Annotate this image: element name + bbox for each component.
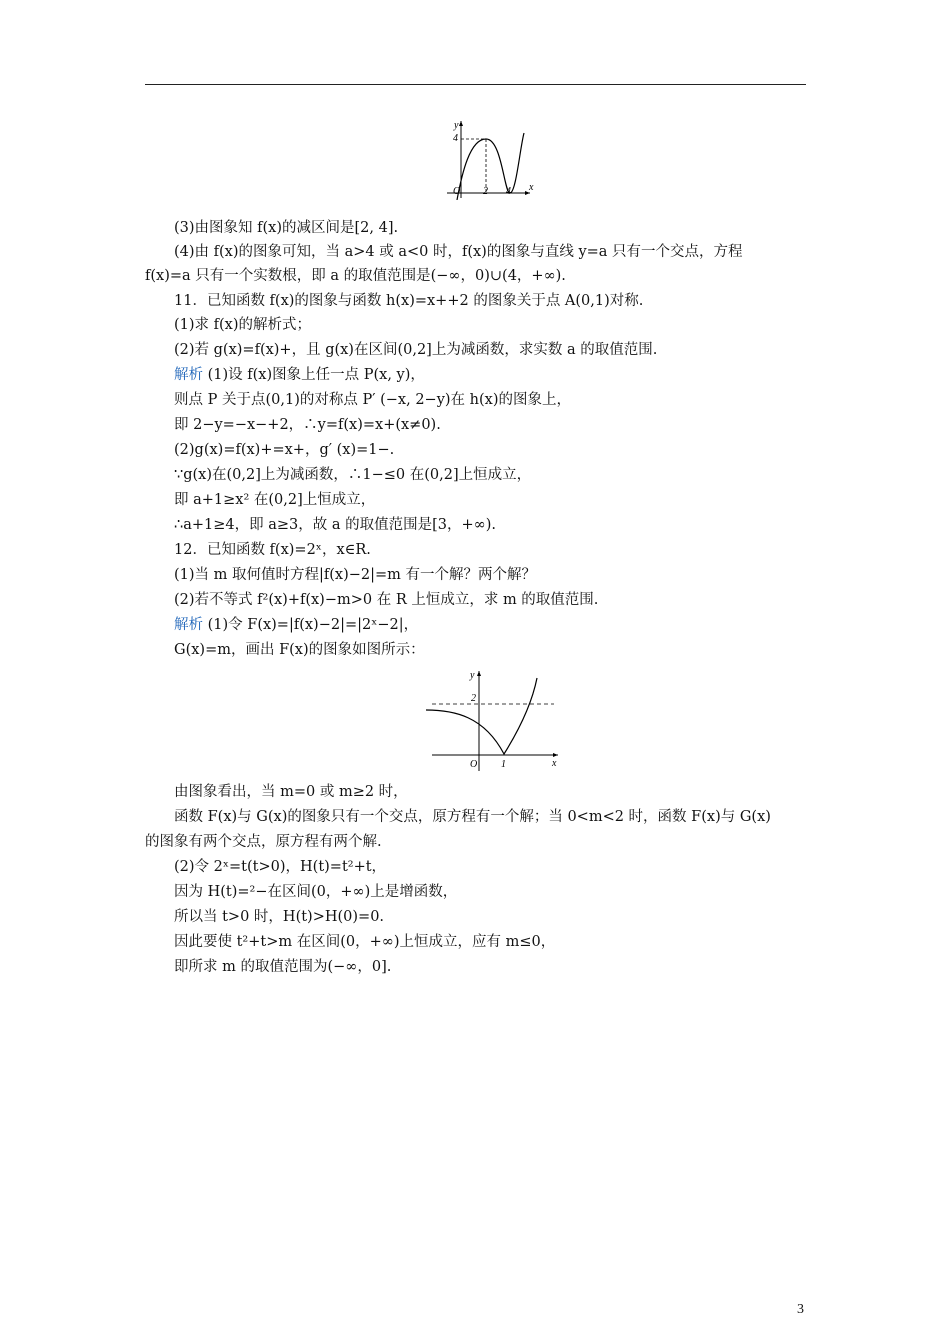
problem-12-statement: 12．已知函数 f(x)=2ˣ，x∈R. [174,542,371,558]
origin-label: O [470,759,478,770]
text-line: 由图象看出，当 m=0 或 m≥2 时， [174,784,408,800]
solution-keyword: 解析 [174,617,203,633]
problem-11-statement: 11．已知函数 f(x)的图象与函数 h(x)=x++2 的图象关于点 A(0,1)对称. [174,293,644,309]
text-line: (1)当 m 取何值时方程|f(x)−2|=m 有一个解？两个解？ [174,567,537,583]
text-line: G(x)=m，画出 F(x)的图象如图所示： [174,642,425,658]
x-axis-label: x [529,182,534,193]
solution-keyword: 解析 [174,367,203,383]
figure-abs-exp-graph [424,668,564,776]
text-line: (4)由 f(x)的图象可知，当 a>4 或 a<0 时，f(x)的图象与直线 y=a 只有一个交点，方程 [174,244,743,260]
text-line: ∵g(x)在(0,2]上为减函数，∴1−≤0 在(0,2]上恒成立， [174,467,532,483]
curve-fx [457,133,524,200]
y-tick-2: 2 [471,693,476,704]
text-line: 函数 F(x)与 G(x)的图象只有一个交点，原方程有一个解；当 0<m<2 时，函数 F(x)与 G(x) [174,809,771,825]
text-line: f(x)=a 只有一个实数根，即 a 的取值范围是(−∞，0)∪(4，+∞). [145,268,566,284]
figure-cubic-graph [444,118,534,200]
x-axis-label: x [552,758,557,769]
curve-Fx [426,678,537,754]
text-line: (1)求 f(x)的解析式； [174,317,312,333]
x-tick-1: 1 [501,759,506,770]
text-line: (2)令 2ˣ=t(t>0)，H(t)=t²+t， [174,859,387,875]
text-line: 因为 H(t)=²−在区间(0，+∞)上是增函数， [174,884,458,900]
text-line: (3)由图象知 f(x)的减区间是[2, 4]. [174,220,399,236]
y-axis-label: y [454,120,459,131]
x-tick-4: 4 [506,186,511,197]
page-number: 3 [797,1302,804,1317]
text-line: ∴a+1≥4，即 a≥3，故 a 的取值范围是[3，+∞). [174,517,496,533]
text-line: 的图象有两个交点，原方程有两个解. [145,834,382,850]
origin-label: O [453,186,461,197]
text-line: (2)若 g(x)=f(x)+，且 g(x)在区间(0,2]上为减函数，求实数 a 的取值范围. [174,342,658,358]
text-line: 即 a+1≥x² 在(0,2]上恒成立， [174,492,376,508]
text-line: 则点 P 关于点(0,1)的对称点 P′ (−x, 2−y)在 h(x)的图象上， [174,392,571,408]
x-tick-2: 2 [483,186,488,197]
y-axis-label: y [470,670,475,681]
text-line: 因此要使 t²+t>m 在区间(0，+∞)上恒成立，应有 m≤0， [174,934,556,950]
header-rule [145,84,806,85]
solution-line: 解析 (1)令 F(x)=|f(x)−2|=|2ˣ−2|， [174,617,419,633]
text-line: 所以当 t>0 时，H(t)>H(0)=0. [174,909,385,925]
text-line: (2)若不等式 f²(x)+f(x)−m>0 在 R 上恒成立，求 m 的取值范围. [174,592,599,608]
text-line: 即所求 m 的取值范围为(−∞，0]. [174,959,392,975]
text-line: (2)g(x)=f(x)+=x+，g′ (x)=1−. [174,442,395,458]
solution-line: 解析 (1)设 f(x)图象上任一点 P(x, y)， [174,367,425,383]
text-line: 即 2−y=−x−+2，∴y=f(x)=x+(x≠0). [174,417,441,433]
y-tick-4: 4 [453,133,458,144]
